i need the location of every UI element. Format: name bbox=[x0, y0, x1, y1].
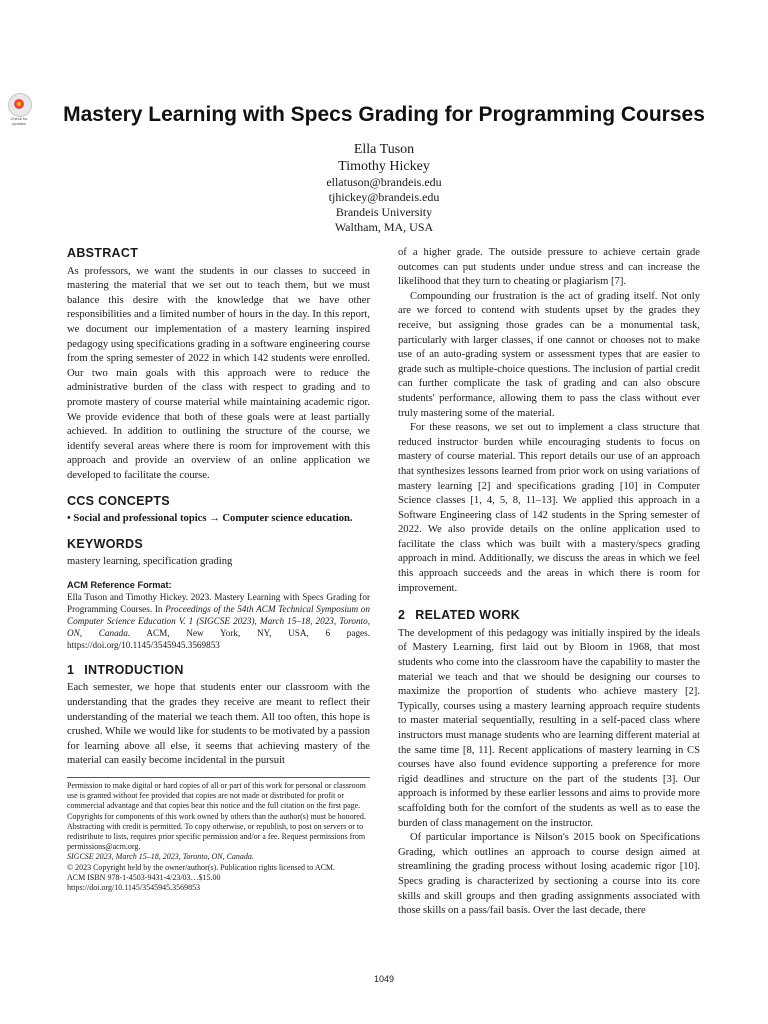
left-column bbox=[67, 246, 370, 893]
conference-line bbox=[67, 852, 370, 862]
introduction-heading bbox=[67, 663, 370, 678]
author-name: Timothy Hickey bbox=[338, 159, 430, 174]
introduction-paragraph: For these reasons, we set out to implement a class structure that reduced instructor burden while encouraging students to focus on mastery of course material. This report details our use of an approach that synthesizes lessons learned from prior work on using variations of mastery learning [2] and specifications grading [10] in Computer Science classes [1, 4, 5, 8, 11–13]. We applied this approach in a Software Engineering class of 142 students in the Spring semester of 2022. We also provide details on the online application used to facilitate the class which was built with a mastery/specs grading approach in mind. Additionally, we discuss the areas in which we feel this approach succeeds and the areas in which there is room for improvement. bbox=[398, 422, 700, 594]
abstract-text: As professors, we want the students in our classes to succeed in mastering the material that we set out to teach them, but we must balance this desire with the knowledge that we have other responsibilities and a limited number of hours in the day. In this report, we document our implementation of a mastery learning inspired pedagogy using specifications grading in a software engineering course from the spring semester of 2022 in which 142 students were enrolled. Our two main goals with this approach were to reduce the administrative burden of the class with respect to grading and to promote mastery of course material while maintaining academic rigor. We provide evidence that both of these goals were at least partially achieved. In addition to outlining the structure of the course, we identify several areas where there is room for improvement with this approach and provide an overview of an online application we developed to facilitate the course. bbox=[67, 265, 371, 481]
author-email: ellatuson@brandeis.edu bbox=[326, 175, 442, 189]
ccs-heading: CCS CONCEPTS bbox=[67, 493, 170, 508]
related-work-paragraph: The development of this pedagogy was initially inspired by the ideals of Mastery Learning, first laid out by Bloom in 1968, that most students who come into the classroom have the capability to master the material we teach and that we should be designing our courses to maximize the proportion of students who achieve mastery [2]. Typically, courses using a mastery learning approach require students to master material sequentially, resulting in a self-paced class where instructors must manage students who are learning different material at the same time [8, 11]. Recent applications of mastery learning in CS courses have also found evidence supporting a preference for more rigid deadlines and structure on the part of the students [3]. Our approach is informed by these earlier lessons and aims to provide more scaffolding both for the comfort of the students as well as to ease the burden of class management on the instructor. bbox=[398, 627, 700, 829]
related-work-paragraph: Of particular importance is Nilson's 2015 book on Specifications Grading, which outlines an approach to course design aimed at streamlining the grading process without losing academic rigor [10]. Specs grading is characterized by sectioning a course into its core skills and skill groups and then grading assignments associated with those skills on a pass/fail basis. Over the last decade, there bbox=[398, 832, 700, 917]
acm-reference-doi[interactable]: ACM, New York, NY, USA, 6 pages. https://doi.org/10.1145/3545945.3569853 bbox=[67, 627, 370, 650]
ccs-concepts: • Social and professional topics → Computer science education. bbox=[67, 513, 353, 525]
acm-reference bbox=[67, 579, 370, 651]
acm-reference-venue: Proceedings of the 54th ACM Technical Symposium on Computer Science Education V. 1 (SIGCSE 2023), March 15–18, 2023, Toronto, ON, Canada. bbox=[67, 603, 370, 638]
page-number: 1049 bbox=[373, 974, 395, 984]
acm-reference-heading: ACM Reference Format: bbox=[67, 579, 172, 590]
author-block bbox=[0, 141, 768, 235]
keywords-text: mastery learning, specification grading bbox=[67, 556, 233, 568]
doi-link[interactable]: https://doi.org/10.1145/3545945.3569853 bbox=[67, 883, 201, 893]
section-number: 2 bbox=[398, 608, 406, 623]
right-column bbox=[398, 246, 700, 919]
author-email: tjhickey@brandeis.edu bbox=[328, 190, 440, 204]
isbn-line: ACM ISBN 978-1-4503-9431-4/23/03…$15.00 bbox=[67, 872, 221, 882]
acm-reference-plain: Ella Tuson and Timothy Hickey. 2023. Mastery Learning with Specs Grading for Programming Courses. In bbox=[67, 591, 370, 614]
section-number: 1 bbox=[67, 662, 75, 677]
abstract-heading: ABSTRACT bbox=[67, 246, 139, 260]
introduction-paragraph-continued: of a higher grade. The outside pressure to achieve certain grade outcomes can put students under undue stress and can increase the likelihood that they turn to cheating or plagiarism [7]. bbox=[398, 247, 700, 288]
acm-reference-text bbox=[67, 591, 370, 651]
badge-label: Check for updates bbox=[10, 116, 28, 126]
author-name: Ella Tuson bbox=[353, 142, 415, 157]
affiliation-location: Waltham, MA, USA bbox=[334, 220, 434, 234]
conference-text: SIGCSE 2023, March 15–18, 2023, Toronto, ON, Canada. bbox=[67, 852, 254, 862]
paper-title: Mastery Learning with Specs Grading for Programming Courses bbox=[63, 103, 705, 126]
section-title: INTRODUCTION bbox=[84, 662, 184, 677]
copyright-line: © 2023 Copyright held by the owner/author(s). Publication rights licensed to ACM. bbox=[67, 862, 336, 872]
footnote-divider bbox=[67, 777, 370, 778]
affiliation: Brandeis University bbox=[335, 205, 433, 219]
introduction-paragraph: Each semester, we hope that students enter our classroom with the understanding that the grades they receive are meant to reflect their understanding of the material we teach them. All too often, this hope is crushed. While we would like for students to be motivated by a passion for learning above all else, it seems that achieving mastery of the material can easily become incidental in the pursuit bbox=[67, 682, 370, 767]
introduction-paragraph: Compounding our frustration is the act of grading itself. Not only are we forced to contend with students upset by the grades they receive, but assigning those grades can be a monumental task, particularly with larger classes, if one cannot or chooses not to make use of an auto-grading system or assessment types that are easier to grade such as multiple-choice questions. The inclusion of partial credit can further complicate the task of grading and can also obscure students' performance, allowing them to pass the class without ever truly mastering some of the material. bbox=[398, 290, 700, 419]
section-title: RELATED WORK bbox=[415, 608, 521, 623]
keywords-heading: KEYWORDS bbox=[67, 536, 144, 551]
related-work-heading bbox=[398, 608, 700, 623]
permission-notice: Permission to make digital or hard copies of all or part of this work for personal or classroom use is granted without fee provided that copies are not made or distributed for profit or commercial advantage and that copies bear this notice and the full citation on the first page. Copyrights for components of this work owned by others than the author(s) must be honored. Abstracting with credit is permitted. To copy otherwise, or republish, to post on servers or to redistribute to lists, requires prior specific permission and/or a fee. Request permissions from permissions@acm.org. bbox=[67, 781, 366, 852]
